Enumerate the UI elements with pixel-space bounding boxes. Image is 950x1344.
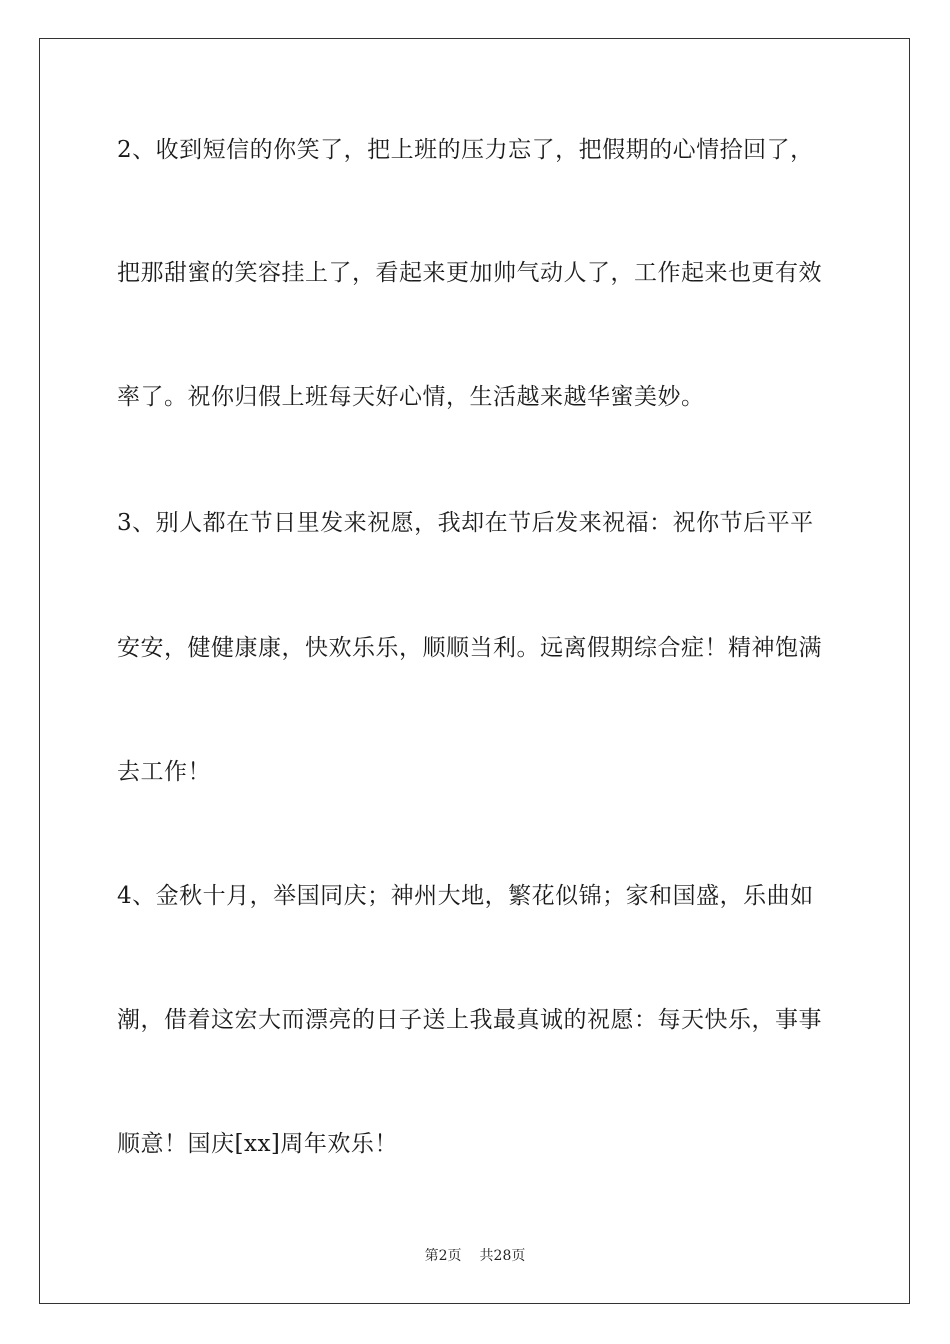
paragraph-line: 率了。祝你归假上班每天好心情，生活越来越华蜜美妙。 — [117, 384, 705, 410]
paragraph-line: 2、收到短信的你笑了，把上班的压力忘了，把假期的心情拾回了， — [117, 137, 814, 163]
page-total: 共28页 — [479, 1248, 526, 1264]
page-border — [39, 38, 910, 1304]
paragraph-line: 4、金秋十月，举国同庆；神州大地，繁花似锦；家和国盛，乐曲如 — [117, 883, 814, 909]
page-number: 第2页 — [424, 1248, 462, 1264]
page-footer — [0, 1247, 950, 1265]
paragraph-line: 把那甜蜜的笑容挂上了，看起来更加帅气动人了，工作起来也更有效 — [117, 260, 822, 286]
paragraph-line: 潮，借着这宏大而漂亮的日子送上我最真诚的祝愿：每天快乐，事事 — [117, 1007, 822, 1033]
paragraph-line: 去工作！ — [117, 759, 211, 785]
paragraph-line: 顺意！国庆[xx]周年欢乐！ — [117, 1131, 398, 1157]
paragraph-line: 3、别人都在节日里发来祝愿，我却在节后发来祝福：祝你节后平平 — [117, 510, 814, 536]
paragraph-line: 安安，健健康康，快欢乐乐，顺顺当利。远离假期综合症！精神饱满 — [117, 635, 822, 661]
